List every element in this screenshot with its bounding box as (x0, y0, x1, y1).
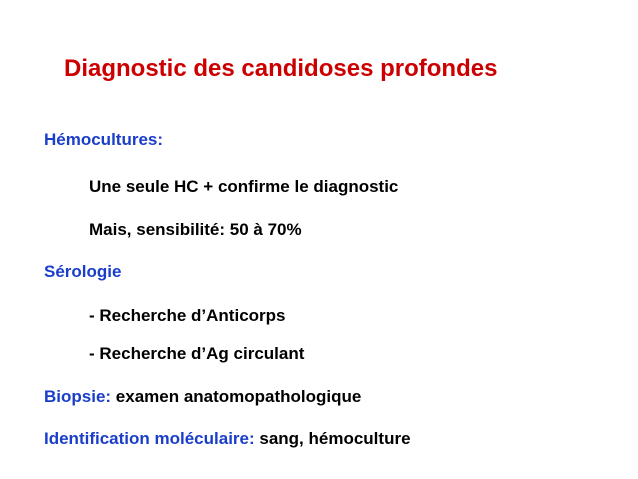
identification-line (44, 429, 411, 449)
slide-title: Diagnostic des candidoses profondes (64, 55, 498, 82)
serologie-heading: Sérologie (44, 262, 122, 281)
hemocultures-item-1: Une seule HC + confirme le diagnostic (89, 177, 399, 196)
serologie-item-2: - Recherche d’Ag circulant (89, 344, 305, 363)
biopsie-text: examen anatomopathologique (111, 387, 362, 406)
hemocultures-item-2: Mais, sensibilité: 50 à 70% (89, 220, 302, 239)
hemocultures-heading: Hémocultures: (44, 130, 164, 149)
identification-heading: Identification moléculaire: (44, 429, 255, 448)
identification-text: sang, hémoculture (254, 429, 411, 448)
biopsie-heading: Biopsie: (44, 387, 112, 406)
biopsie-line (44, 387, 361, 407)
serologie-item-1: - Recherche d’Anticorps (89, 306, 286, 325)
